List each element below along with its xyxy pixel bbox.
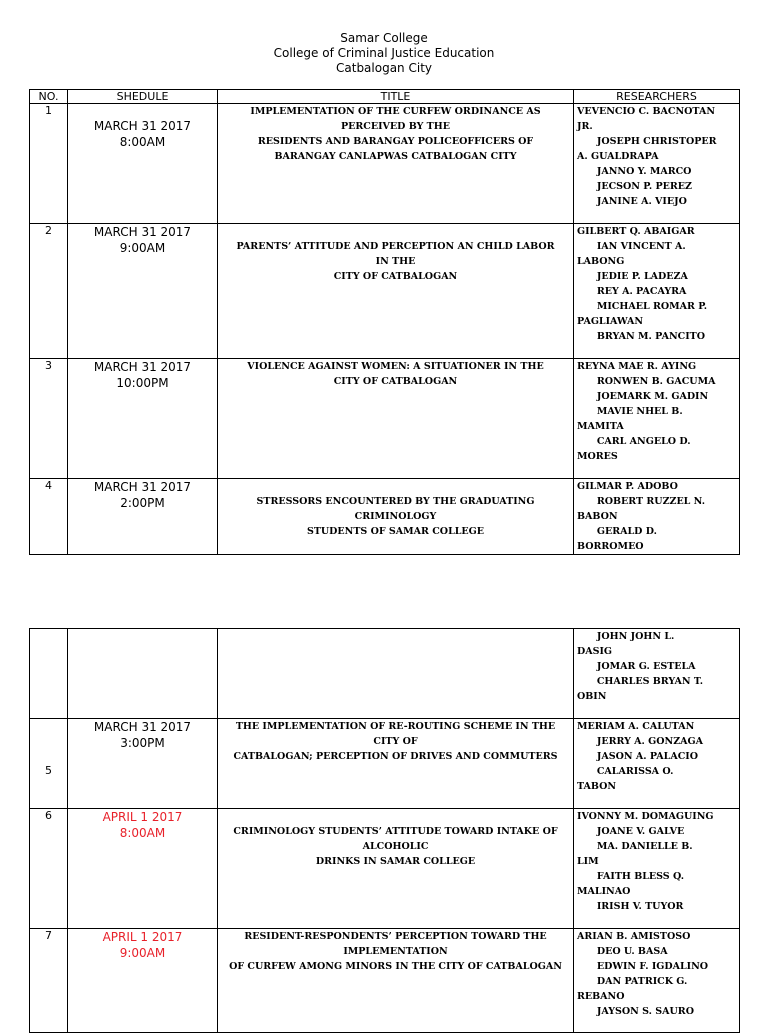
researcher-line: JOANE V. GALVE	[577, 826, 685, 837]
title-line: IMPLEMENTATION	[343, 946, 448, 957]
researcher-line: BABON	[577, 511, 618, 522]
researcher-line: LIM	[577, 856, 599, 867]
researchers-cell	[574, 104, 740, 224]
schedule-date: MARCH 31 2017	[93, 360, 192, 374]
title-line: CITY OF CATBALOGAN	[333, 271, 458, 282]
schedule-cell	[68, 359, 218, 479]
researcher-line: MAVIE NHEL B.	[577, 406, 683, 417]
researcher-line: MALINAO	[577, 886, 631, 897]
table-row	[30, 479, 740, 555]
title-line: IMPLEMENTATION OF THE CURFEW ORDINANCE AS	[250, 106, 541, 117]
row-number	[30, 629, 68, 719]
title-line: RESIDENT-RESPONDENTS’ PERCEPTION TOWARD THE	[244, 931, 547, 942]
researchers-cell	[574, 809, 740, 929]
researcher-line: RONWEN B. GACUMA	[577, 376, 716, 387]
table-row	[30, 809, 740, 929]
research-title-cell	[218, 224, 574, 359]
row-number: 6	[30, 809, 68, 929]
column-header-no: NO.	[30, 90, 68, 104]
schedule-cell	[68, 104, 218, 224]
title-line: CITY OF CATBALOGAN	[333, 376, 458, 387]
schedule-date: APRIL 1 2017	[102, 810, 183, 824]
title-line: CRIMINOLOGY STUDENTS’ ATTITUDE TOWARD INTAKE OF	[233, 826, 558, 837]
title-line: STRESSORS ENCOUNTERED BY THE GRADUATING	[256, 496, 535, 507]
title-line: BARANGAY CANLAPWAS CATBALOGAN CITY	[274, 151, 517, 162]
title-line: DRINKS IN SAMAR COLLEGE	[315, 856, 476, 867]
schedule-cell	[68, 809, 218, 929]
title-line	[222, 809, 569, 824]
researcher-line: JERRY A. GONZAGA	[577, 736, 704, 747]
row-number: 3	[30, 359, 68, 479]
researcher-line: IAN VINCENT A.	[577, 241, 686, 252]
schedule-time: 3:00PM	[120, 736, 165, 750]
document-header	[0, 31, 768, 76]
researcher-line: JECSON P. PEREZ	[577, 181, 692, 192]
schedule-table-page1	[29, 89, 740, 555]
researcher-line: JOHN JOHN L.	[577, 631, 675, 642]
column-header-schedule: SHEDULE	[68, 90, 218, 104]
researcher-line: MAMITA	[577, 421, 624, 432]
researcher-line: A. GUALDRAPA	[577, 151, 659, 162]
row-number: 5	[30, 719, 68, 809]
table-header-row	[30, 90, 740, 104]
schedule-cell	[68, 629, 218, 719]
research-title-cell	[218, 479, 574, 555]
schedule-time: 8:00AM	[119, 826, 166, 840]
researcher-line: CARL ANGELO D.	[577, 436, 691, 447]
researcher-line: CALARISSA O.	[577, 766, 674, 777]
researcher-line: TABON	[577, 781, 617, 792]
research-title-cell	[218, 359, 574, 479]
schedule-time: 9:00AM	[119, 241, 166, 255]
researcher-line: JANNO Y. MARCO	[577, 166, 692, 177]
researchers-cell	[574, 629, 740, 719]
researcher-line: GILBERT Q. ABAIGAR	[577, 226, 695, 237]
row-number: 7	[30, 929, 68, 1033]
schedule-time: 9:00AM	[119, 946, 166, 960]
researcher-line: PAGLIAWAN	[577, 316, 644, 327]
researcher-line: EDWIN F. IGDALINO	[577, 961, 709, 972]
researcher-line: CHARLES BRYAN T.	[577, 676, 704, 687]
schedule-date: MARCH 31 2017	[93, 119, 192, 133]
researcher-line: FAITH BLESS Q.	[577, 871, 685, 882]
title-line: ALCOHOLIC	[362, 841, 429, 852]
researcher-line: REYNA MAE R. AYING	[577, 361, 697, 372]
title-line: PARENTS’ ATTITUDE AND PERCEPTION AN CHILD LABOR	[236, 241, 555, 252]
researcher-line: IVONNY M. DOMAGUING	[577, 811, 714, 822]
title-line	[222, 479, 569, 494]
city-name: Catbalogan City	[336, 61, 432, 75]
researcher-line: BRYAN M. PANCITO	[577, 331, 705, 342]
researchers-cell	[574, 479, 740, 555]
researcher-line: JEDIE P. LADEZA	[577, 271, 688, 282]
schedule-table-page2	[29, 628, 740, 1033]
row-number: 1	[30, 104, 68, 224]
table-row	[30, 929, 740, 1033]
table-row	[30, 629, 740, 719]
schedule-time: 8:00AM	[119, 135, 166, 149]
researchers-cell	[574, 224, 740, 359]
researcher-line: GILMAR P. ADOBO	[577, 481, 678, 492]
table-body-page2	[30, 629, 740, 1033]
title-line	[222, 224, 569, 239]
schedule-cell	[68, 224, 218, 359]
researcher-line: REBANO	[577, 991, 625, 1002]
table-row	[30, 224, 740, 359]
researcher-line: ARIAN B. AMISTOSO	[577, 931, 691, 942]
researcher-line: JOSEPH CHRISTOPER	[577, 136, 717, 147]
researcher-line: MICHAEL ROMAR P.	[577, 301, 708, 312]
researcher-line: LABONG	[577, 256, 625, 267]
title-line: PERCEIVED BY THE	[341, 121, 450, 132]
table-row	[30, 104, 740, 224]
title-line: THE IMPLEMENTATION OF RE-ROUTING SCHEME IN THE	[235, 721, 556, 732]
column-header-researchers: RESEARCHERS	[574, 90, 740, 104]
schedule-time: 2:00PM	[120, 496, 165, 510]
schedule-date: APRIL 1 2017	[102, 930, 183, 944]
schedule-cell	[68, 719, 218, 809]
researcher-line: JR.	[577, 121, 593, 132]
schedule-cell	[68, 479, 218, 555]
schedule-time: 10:00PM	[116, 376, 169, 390]
researcher-line: BORROMEO	[577, 541, 644, 552]
table-row	[30, 719, 740, 809]
title-line: CITY OF	[373, 736, 418, 747]
researcher-line: MORES	[577, 451, 618, 462]
schedule-date: MARCH 31 2017	[93, 480, 192, 494]
research-title-cell	[218, 929, 574, 1033]
table-row	[30, 359, 740, 479]
school-name: Samar College	[340, 31, 428, 45]
title-line: RESIDENTS AND BARANGAY POLICEOFFICERS OF	[257, 136, 534, 147]
researchers-cell	[574, 929, 740, 1033]
researcher-line: VEVENCIO C. BACNOTAN	[577, 106, 716, 117]
researcher-line: GERALD D.	[577, 526, 657, 537]
researcher-line: REY A. PACAYRA	[577, 286, 687, 297]
college-name: College of Criminal Justice Education	[273, 46, 495, 60]
researcher-line: JOEMARK M. GADIN	[577, 391, 709, 402]
column-header-title: TITLE	[218, 90, 574, 104]
title-line: CATBALOGAN; PERCEPTION OF DRIVES AND COMMUTERS	[233, 751, 558, 762]
researcher-line: MERIAM A. CALUTAN	[577, 721, 695, 732]
researcher-line: JAYSON S. SAURO	[577, 1006, 694, 1017]
researcher-line: JOMAR G. ESTELA	[577, 661, 696, 672]
researcher-line: DEO U. BASA	[577, 946, 668, 957]
schedule-date: MARCH 31 2017	[93, 225, 192, 239]
research-title-cell	[218, 104, 574, 224]
row-number: 2	[30, 224, 68, 359]
title-line: STUDENTS OF SAMAR COLLEGE	[306, 526, 485, 537]
researcher-line: DASIG	[577, 646, 613, 657]
researchers-cell	[574, 719, 740, 809]
research-title-cell	[218, 719, 574, 809]
researcher-line: DAN PATRICK G.	[577, 976, 688, 987]
researcher-line: MA. DANIELLE B.	[577, 841, 693, 852]
research-title-cell	[218, 629, 574, 719]
row-number: 4	[30, 479, 68, 555]
schedule-date: MARCH 31 2017	[93, 720, 192, 734]
researcher-line: JASON A. PALACIO	[577, 751, 698, 762]
title-line: OF CURFEW AMONG MINORS IN THE CITY OF CATBALOGAN	[229, 961, 562, 972]
research-title-cell	[218, 809, 574, 929]
researcher-line: JANINE A. VIEJO	[577, 196, 687, 207]
researcher-line: OBIN	[577, 691, 607, 702]
researcher-line: ROBERT RUZZEL N.	[577, 496, 706, 507]
schedule-cell	[68, 929, 218, 1033]
researcher-line: IRISH V. TUYOR	[577, 901, 684, 912]
researchers-cell	[574, 359, 740, 479]
title-line: VIOLENCE AGAINST WOMEN: A SITUATIONER IN THE	[247, 361, 544, 372]
title-line: IN THE	[375, 256, 416, 267]
table-body-page1	[30, 104, 740, 555]
title-line: CRIMINOLOGY	[354, 511, 437, 522]
